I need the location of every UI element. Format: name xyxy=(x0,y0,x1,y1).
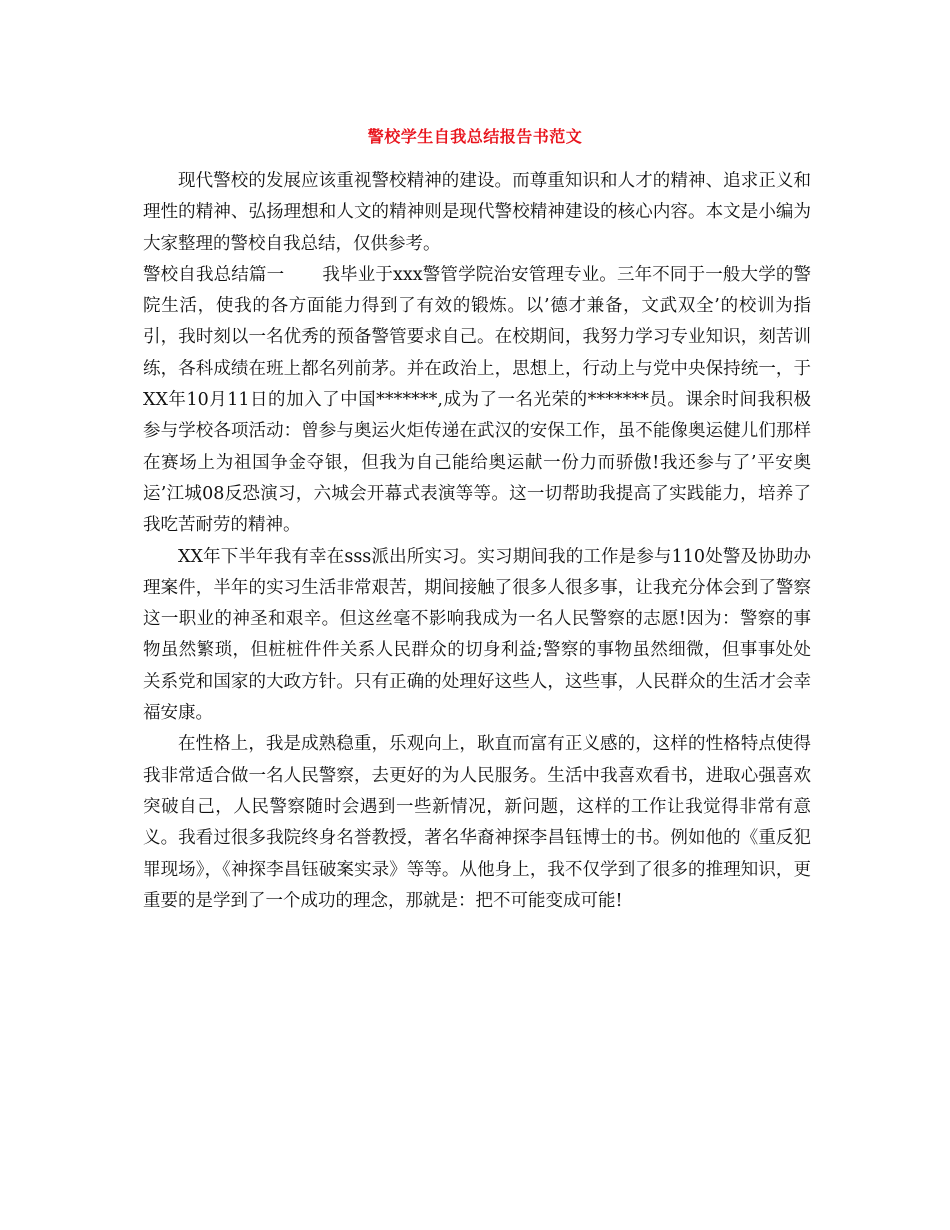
intro-paragraph: 现代警校的发展应该重视警校精神的建设。而尊重知识和人才的精神、追求正义和理性的精神、弘扬理想和人文的精神则是现代警校精神建设的核心内容。本文是小编为大家整理的警校自我总结，仅供参考。 xyxy=(143,171,811,254)
document-title: 警校学生自我总结报告书范文 xyxy=(367,127,583,146)
paragraph-internship: XX年下半年我有幸在sss派出所实习。实习期间我的工作是参与110处警及协助办理案件，半年的实习生活非常艰苦，期间接触了很多人很多事，让我充分体会到了警察这一职业的神圣和艰辛。但这丝毫不影响我成为一名人民警察的志愿!因为：警察的事物虽然繁琐，但桩桩件件关系人民群众的切身利益;警察的事物虽然细微，但事事处处关系党和国家的大政方针。只有正确的处理好这些人，这些事，人民群众的生活才会幸福安康。 xyxy=(143,546,811,724)
document-body xyxy=(143,166,811,917)
section-heading: 警校自我总结篇一 xyxy=(143,264,285,285)
paragraph-personality: 在性格上，我是成熟稳重，乐观向上，耿直而富有正义感的，这样的性格特点使得我非常适合做一名人民警察，去更好的为人民服务。生活中我喜欢看书，进取心强喜欢突破自己，人民警察随时会遇到一些新情况，新问题，这样的工作让我觉得非常有意义。我看过很多我院终身名誉教授，著名华裔神探李昌钰博士的书。例如他的《重反犯罪现场》，《神探李昌钰破案实录》等等。从他身上，我不仅学到了很多的推理知识，更重要的是学到了一个成功的理念，那就是：把不可能变成可能! xyxy=(143,734,811,911)
section-body: 我毕业于xxx警管学院治安管理专业。三年不同于一般大学的警院生活，使我的各方面能力得到了有效的锻炼。以’德才兼备，文武双全’的校训为指引，我时刻以一名优秀的预备警管要求自己。在校期间，我努力学习专业知识，刻苦训练，各科成绩在班上都名列前茅。并在政治上，思想上，行动上与党中央保持统一，于XX年10月11日的加入了中国*******,成为了一名光荣的*******员。课余时间我积极参与学校各项活动：曾参与奥运火炬传递在武汉的安保工作，虽不能像奥运健儿们那样在赛场上为祖国争金夺银，但我为自己能给奥运献一份力而骄傲!我还参与了’平安奥运’江城08反恐演习，六城会开幕式表演等等。这一切帮助我提高了实践能力，培养了我吃苦耐劳的精神。 xyxy=(143,264,811,536)
section-paragraph xyxy=(143,260,811,542)
